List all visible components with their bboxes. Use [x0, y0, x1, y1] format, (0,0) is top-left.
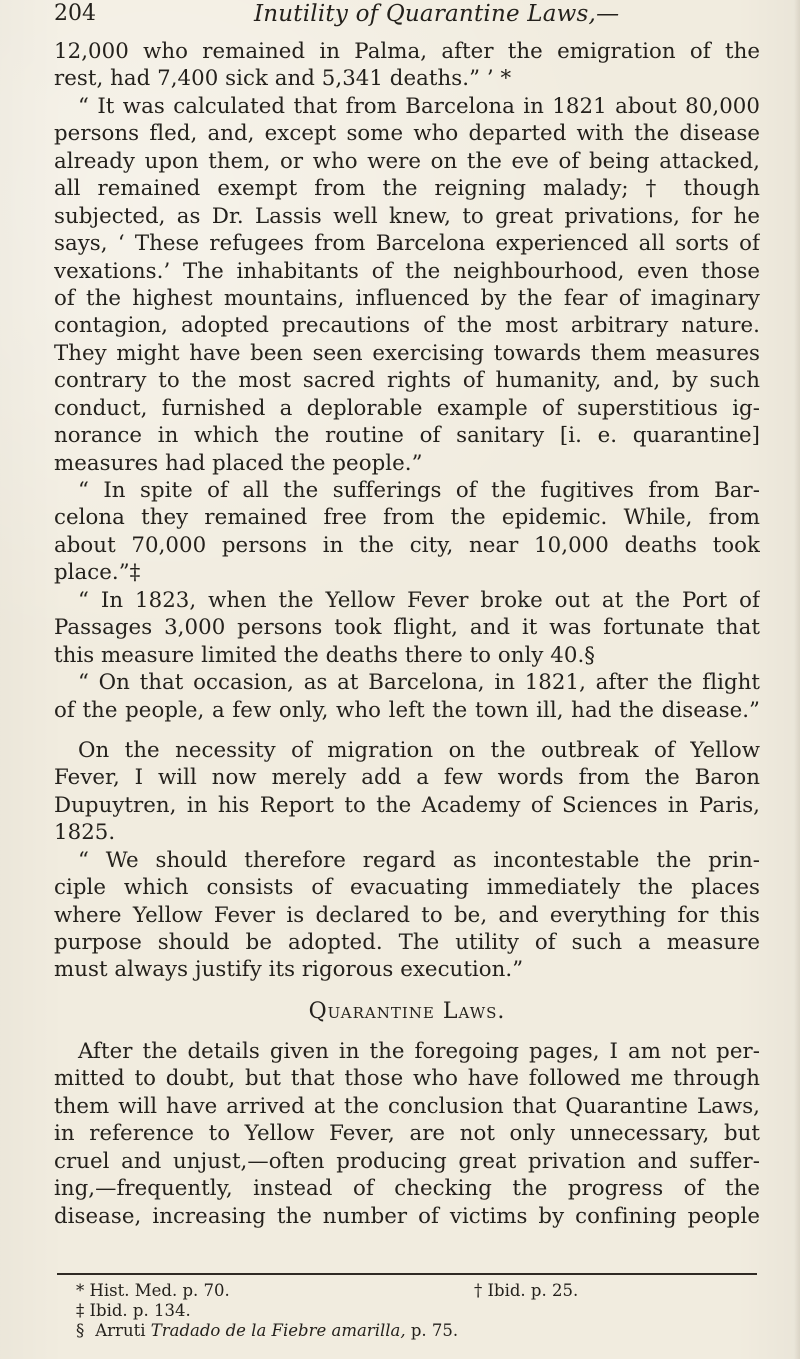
footnote-row — [76, 1281, 746, 1301]
section-gap — [54, 984, 760, 998]
text-line: Dupuytren, in his Report to the Academy of Sciences in Paris, — [54, 792, 760, 818]
text-line: “ In spite of all the sufferings of the fugitives from Bar- — [78, 478, 760, 503]
text-line: purpose should be adopted. The utility of such a measure — [54, 930, 760, 955]
text-line: ciple which consists of evacuating immediately the places — [54, 875, 760, 901]
running-title: Inutility of Quarantine Laws,— — [254, 1, 620, 27]
text-line: contrary to the most sacred rights of humanity, and, by such — [54, 368, 760, 394]
page-number: 204 — [54, 1, 96, 26]
paragraph-gap — [54, 724, 760, 737]
text-line: measures had placed the people.” — [54, 450, 423, 476]
footnote-author: Arruti — [95, 1321, 146, 1340]
text-line: Passages 3,000 persons took flight, and it was fortunate that — [54, 615, 760, 641]
section-mark: § — [76, 1321, 85, 1340]
footnotes — [76, 1281, 746, 1341]
running-header — [54, 0, 754, 34]
text-line: place.”‡ — [54, 560, 141, 586]
text-line: rest, had 7,400 sick and 5,341 deaths.” ’ * — [54, 66, 512, 92]
text-line: mitted to doubt, but that those who have followed me through — [54, 1066, 760, 1092]
text-line: already upon them, or who were on the eve of being attacked, — [54, 148, 760, 174]
text-line: 1825. — [54, 820, 116, 846]
text-line: vexations.’ The inhabitants of the neighbourhood, even those — [54, 258, 760, 284]
text-line: cruel and unjust,—often producing great privation and suffer- — [54, 1148, 760, 1174]
text-line: conduct, furnished a deplorable example of superstitious ig- — [54, 395, 760, 421]
text-line: subjected, as Dr. Lassis well knew, to great privations, for he — [54, 203, 760, 229]
footnote-dagger: † Ibid. p. 25. — [474, 1281, 579, 1300]
text-line: says, ‘ These refugees from Barcelona experienced all sorts of — [54, 231, 760, 257]
text-line: “ It was calculated that from Barcelona in 1821 about 80,000 — [78, 93, 760, 119]
main-text — [54, 38, 760, 1230]
page-edge-shadow — [794, 0, 800, 1359]
text-line: They might have been seen exercising towards them measures — [54, 340, 760, 366]
section-gap — [54, 1026, 760, 1038]
text-line: in reference to Yellow Fever, are not only unnecessary, but — [54, 1121, 760, 1147]
text-line: ing,—frequently, instead of checking the progress of the — [54, 1176, 760, 1202]
text-line: persons fled, and, except some who departed with the disease — [54, 121, 760, 147]
text-line: 12,000 who remained in Palma, after the emigration of the — [54, 39, 760, 64]
footnote-section — [76, 1321, 746, 1341]
text-line: “ We should therefore regard as incontestable the prin- — [78, 847, 760, 873]
text-line: contagion, adopted precautions of the most arbitrary nature. — [54, 313, 760, 339]
text-line: where Yellow Fever is declared to be, and everything for this — [54, 902, 760, 928]
text-line: Fever, I will now merely add a few words from the Baron — [54, 765, 760, 791]
section-heading: Quarantine Laws. — [308, 998, 506, 1024]
text-line: them will have arrived at the conclusion that Quarantine Laws, — [54, 1093, 760, 1119]
text-line: “ On that occasion, as at Barcelona, in 1821, after the flight — [78, 670, 760, 696]
text-line: norance in which the routine of sanitary [i. e. quarantine] — [54, 423, 760, 449]
footnote-page: p. 75. — [410, 1321, 459, 1340]
text-line: celona they remained free from the epidemic. While, from — [54, 505, 760, 531]
footnote-star: * Hist. Med. p. 70. — [76, 1281, 230, 1300]
text-line: about 70,000 persons in the city, near 10,000 deaths took — [54, 532, 760, 558]
text-line: must always justify its rigorous execution.” — [54, 957, 524, 983]
footnote-divider — [57, 1273, 757, 1275]
text-line: After the details given in the foregoing pages, I am not per- — [78, 1038, 760, 1064]
text-line: disease, increasing the number of victims by confining people — [54, 1203, 760, 1229]
footnote-double-dagger: ‡ Ibid. p. 134. — [76, 1301, 191, 1320]
footnote-title: Tradado de la Fiebre amarilla, — [150, 1321, 406, 1340]
text-line: all remained exempt from the reigning malady; † though — [54, 176, 760, 202]
text-line: “ In 1823, when the Yellow Fever broke out at the Port of — [78, 587, 760, 613]
text-line: of the people, a few only, who left the town ill, had the disease.” — [54, 697, 760, 723]
text-line: this measure limited the deaths there to only 40.§ — [54, 642, 595, 668]
text-line: of the highest mountains, influenced by the fear of imaginary — [54, 285, 760, 311]
text-line: On the necessity of migration on the outbreak of Yellow — [78, 737, 760, 763]
